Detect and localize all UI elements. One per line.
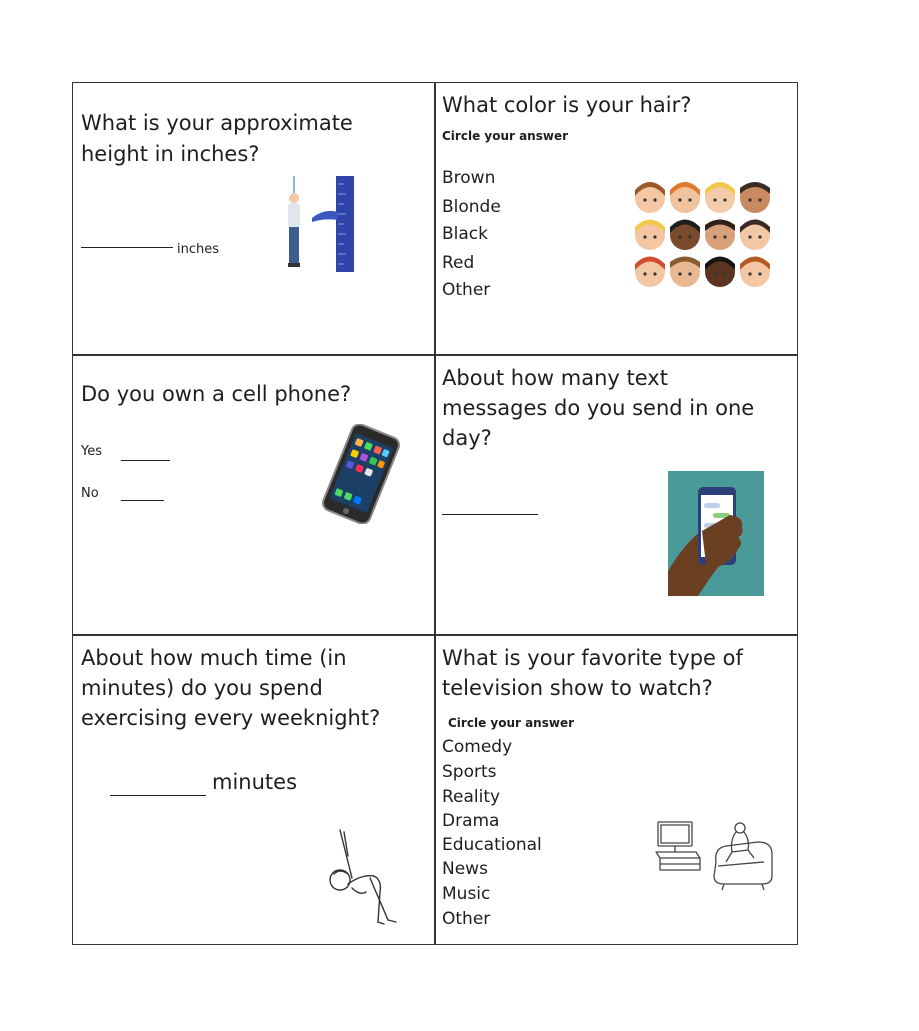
hair-option-blonde[interactable]: Blonde: [442, 197, 501, 217]
height-question-line1: What is your approximate: [81, 111, 353, 135]
exercise-question-line3: exercising every weeknight?: [81, 706, 381, 730]
exercise-question-line2: minutes) do you spend: [81, 676, 323, 700]
grid-divider-row-2: [72, 634, 798, 636]
hair-option-brown[interactable]: Brown: [442, 168, 496, 188]
exercise-unit-label: minutes: [212, 770, 298, 794]
hair-question: What color is your hair?: [442, 93, 692, 117]
tv-option-news[interactable]: News: [442, 859, 488, 879]
grid-divider-row-1: [72, 354, 798, 356]
texting-hand-icon: [668, 471, 764, 596]
stretching-child-icon: [322, 826, 402, 926]
texts-answer-blank[interactable]: [442, 514, 538, 515]
texts-question-line3: day?: [442, 426, 492, 450]
tv-option-educational[interactable]: Educational: [442, 835, 542, 855]
smartphone-icon: [312, 424, 410, 524]
height-question-line2: height in inches?: [81, 142, 260, 166]
tv-option-drama[interactable]: Drama: [442, 811, 500, 831]
tv-instruction: Circle your answer: [448, 716, 575, 730]
hair-option-other[interactable]: Other: [442, 280, 491, 300]
tv-option-comedy[interactable]: Comedy: [442, 737, 513, 757]
hair-option-red[interactable]: Red: [442, 253, 475, 273]
tv-armchair-icon: [654, 818, 778, 892]
phone-yes-label: Yes: [81, 444, 102, 459]
hair-instruction: Circle your answer: [442, 129, 569, 143]
tv-question-line1: What is your favorite type of: [442, 646, 743, 670]
tv-option-other[interactable]: Other: [442, 909, 491, 929]
grid-divider-vertical: [434, 82, 436, 945]
texts-question-line1: About how many text: [442, 366, 668, 390]
height-measure-icon: [280, 174, 360, 274]
phone-yes-blank[interactable]: [121, 460, 170, 461]
height-answer-blank[interactable]: [81, 247, 173, 248]
hair-option-black[interactable]: Black: [442, 224, 488, 244]
height-unit-label: inches: [177, 242, 220, 257]
exercise-question-line1: About how much time (in: [81, 646, 347, 670]
phone-no-blank[interactable]: [121, 500, 164, 501]
texts-question-line2: messages do you send in one: [442, 396, 755, 420]
tv-option-sports[interactable]: Sports: [442, 762, 497, 782]
phone-question: Do you own a cell phone?: [81, 382, 352, 406]
tv-question-line2: television show to watch?: [442, 676, 713, 700]
tv-option-music[interactable]: Music: [442, 884, 491, 904]
exercise-answer-blank[interactable]: [110, 795, 206, 796]
phone-no-label: No: [81, 486, 99, 501]
tv-option-reality[interactable]: Reality: [442, 787, 501, 807]
kids-faces-icon: [628, 176, 776, 294]
